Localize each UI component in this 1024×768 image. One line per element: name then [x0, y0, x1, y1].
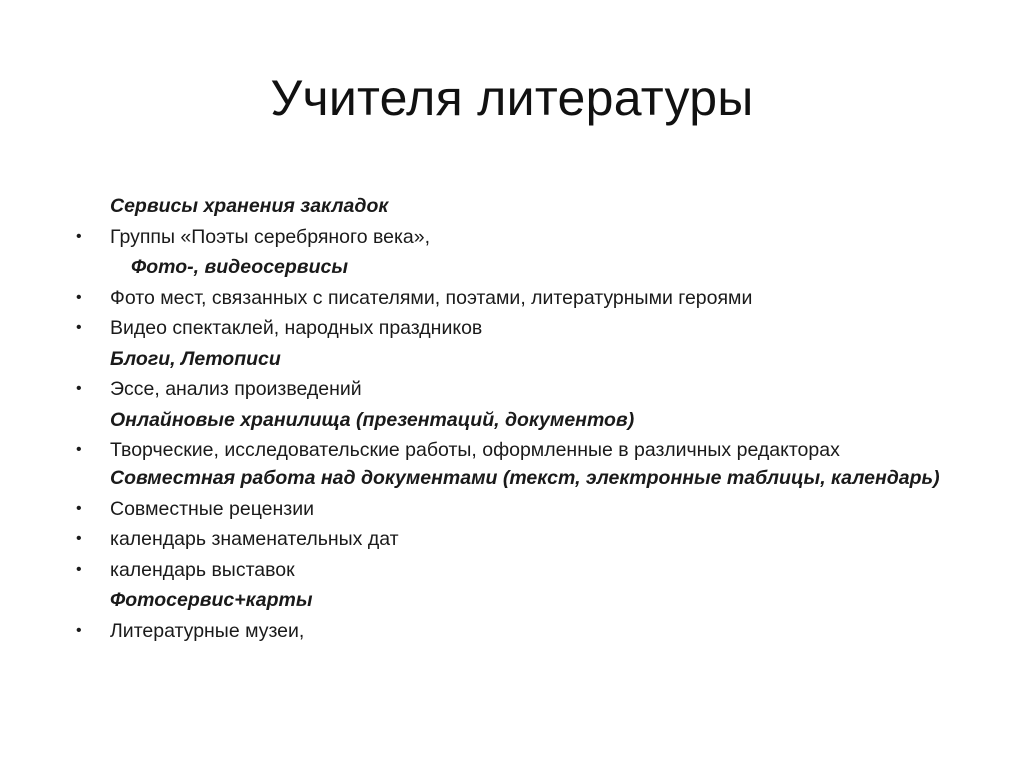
bullet-item — [76, 313, 988, 344]
bullet-dot-icon: • — [76, 560, 82, 578]
section-heading — [76, 585, 988, 616]
section-heading-text: Фотосервис+карты — [110, 589, 313, 611]
section-heading — [76, 252, 988, 283]
bullet-item-text: Эссе, анализ произведений — [110, 378, 362, 400]
bullet-item — [76, 555, 988, 586]
bullet-dot-icon: • — [76, 288, 82, 306]
bullet-dot-icon: • — [76, 441, 82, 458]
slide-content-list — [76, 191, 988, 646]
bullet-dot-icon: • — [76, 227, 82, 245]
section-heading-text: Совместная работа над документами (текст, электронные таблицы, календарь) — [110, 466, 940, 489]
bullet-item — [76, 435, 988, 466]
section-heading — [76, 405, 988, 436]
section-heading — [76, 466, 988, 491]
bullet-item-text: календарь выставок — [110, 558, 295, 581]
bullet-item-text: Фото мест, связанных с писателями, поэтами, литературными героями — [110, 286, 753, 309]
bullet-item-text: Творческие, исследовательские работы, оформленные в различных редакторах — [110, 439, 840, 461]
section-heading-text: Онлайновые хранилища (презентаций, документов) — [110, 408, 635, 431]
bullet-dot-icon: • — [76, 621, 82, 639]
bullet-item — [76, 222, 988, 253]
bullet-dot-icon: • — [76, 380, 82, 397]
bullet-item — [76, 283, 988, 314]
bullet-dot-icon: • — [76, 319, 82, 336]
bullet-item-text: Литературные музеи, — [110, 619, 305, 642]
section-heading-text: Сервисы хранения закладок — [110, 195, 389, 217]
bullet-dot-icon: • — [76, 530, 82, 547]
section-heading-text: Блоги, Летописи — [110, 347, 281, 370]
bullet-item-text: календарь знаменательных дат — [110, 528, 399, 550]
bullet-item — [76, 524, 988, 555]
bullet-dot-icon: • — [76, 499, 82, 517]
bullet-item-text: Видео спектаклей, народных праздников — [110, 317, 483, 339]
section-heading — [76, 191, 988, 222]
bullet-item — [76, 494, 988, 525]
bullet-item-text: Совместные рецензии — [110, 497, 315, 520]
bullet-item — [76, 616, 988, 647]
section-heading — [76, 344, 988, 375]
section-heading-text: Фото-, видеосервисы — [131, 256, 348, 278]
bullet-item-text: Группы «Поэты серебряного века», — [110, 225, 431, 248]
slide-title: Учителя литературы — [270, 70, 754, 126]
bullet-item — [76, 374, 988, 405]
